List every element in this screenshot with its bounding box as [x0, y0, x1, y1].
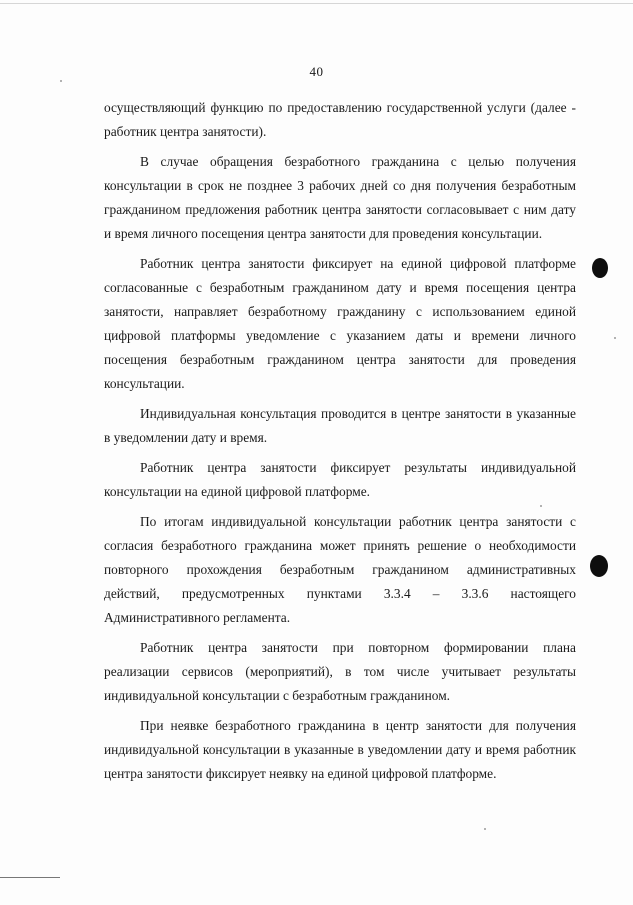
scan-speck [484, 828, 486, 830]
page-number: 40 [309, 64, 324, 79]
paragraph-3: Работник центра занятости фиксирует на единой цифровой платформе согласованные с безработным гражданином дату и время посещения центра занятости, направляет безработному гражданину с использованием единой цифровой платформы уведомление с указанием даты и времени личного посещения безработным гражданином центра занятости для проведения консультации. [104, 256, 576, 391]
scan-speck [614, 337, 616, 339]
document-body [104, 96, 576, 792]
scan-artifact-top-line [0, 3, 633, 4]
paragraph-8: При неявке безработного гражданина в центр занятости для получения индивидуальной консультации в указанные в уведомлении дату и время работник центра занятости фиксирует неявку на единой цифровой платформе. [104, 718, 576, 781]
paragraph-4: Индивидуальная консультация проводится в центре занятости в указанные в уведомлении дату и время. [104, 406, 576, 445]
scan-artifact-bottom-line [0, 877, 60, 878]
paragraph-5: Работник центра занятости фиксирует результаты индивидуальной консультации на единой цифровой платформе. [104, 460, 576, 499]
scan-speck [540, 505, 542, 507]
punch-hole-mark-upper [592, 258, 608, 278]
paragraph-7: Работник центра занятости при повторном формировании плана реализации сервисов (мероприятий), в том числе учитывает результаты индивидуальной консультации с безработным гражданином. [104, 640, 576, 703]
paragraph-6: По итогам индивидуальной консультации работник центра занятости с согласия безработного гражданина может принять решение о необходимости повторного прохождения безработным гражданином административных действий, предусмотренных пунктами 3.3.4 – 3.3.6 настоящего Административного регламента. [104, 514, 576, 625]
paragraph-1: осуществляющий функцию по предоставлению государственной услуги (далее - работник центра занятости). [104, 100, 576, 139]
paragraph-2: В случае обращения безработного гражданина с целью получения консультации в срок не позднее 3 рабочих дней со дня получения безработным гражданином предложения работник центра занятости согласовывает с ним дату и время личного посещения центра занятости для проведения консультации. [104, 154, 576, 241]
punch-hole-mark-lower [590, 555, 608, 577]
scan-speck [60, 80, 62, 82]
